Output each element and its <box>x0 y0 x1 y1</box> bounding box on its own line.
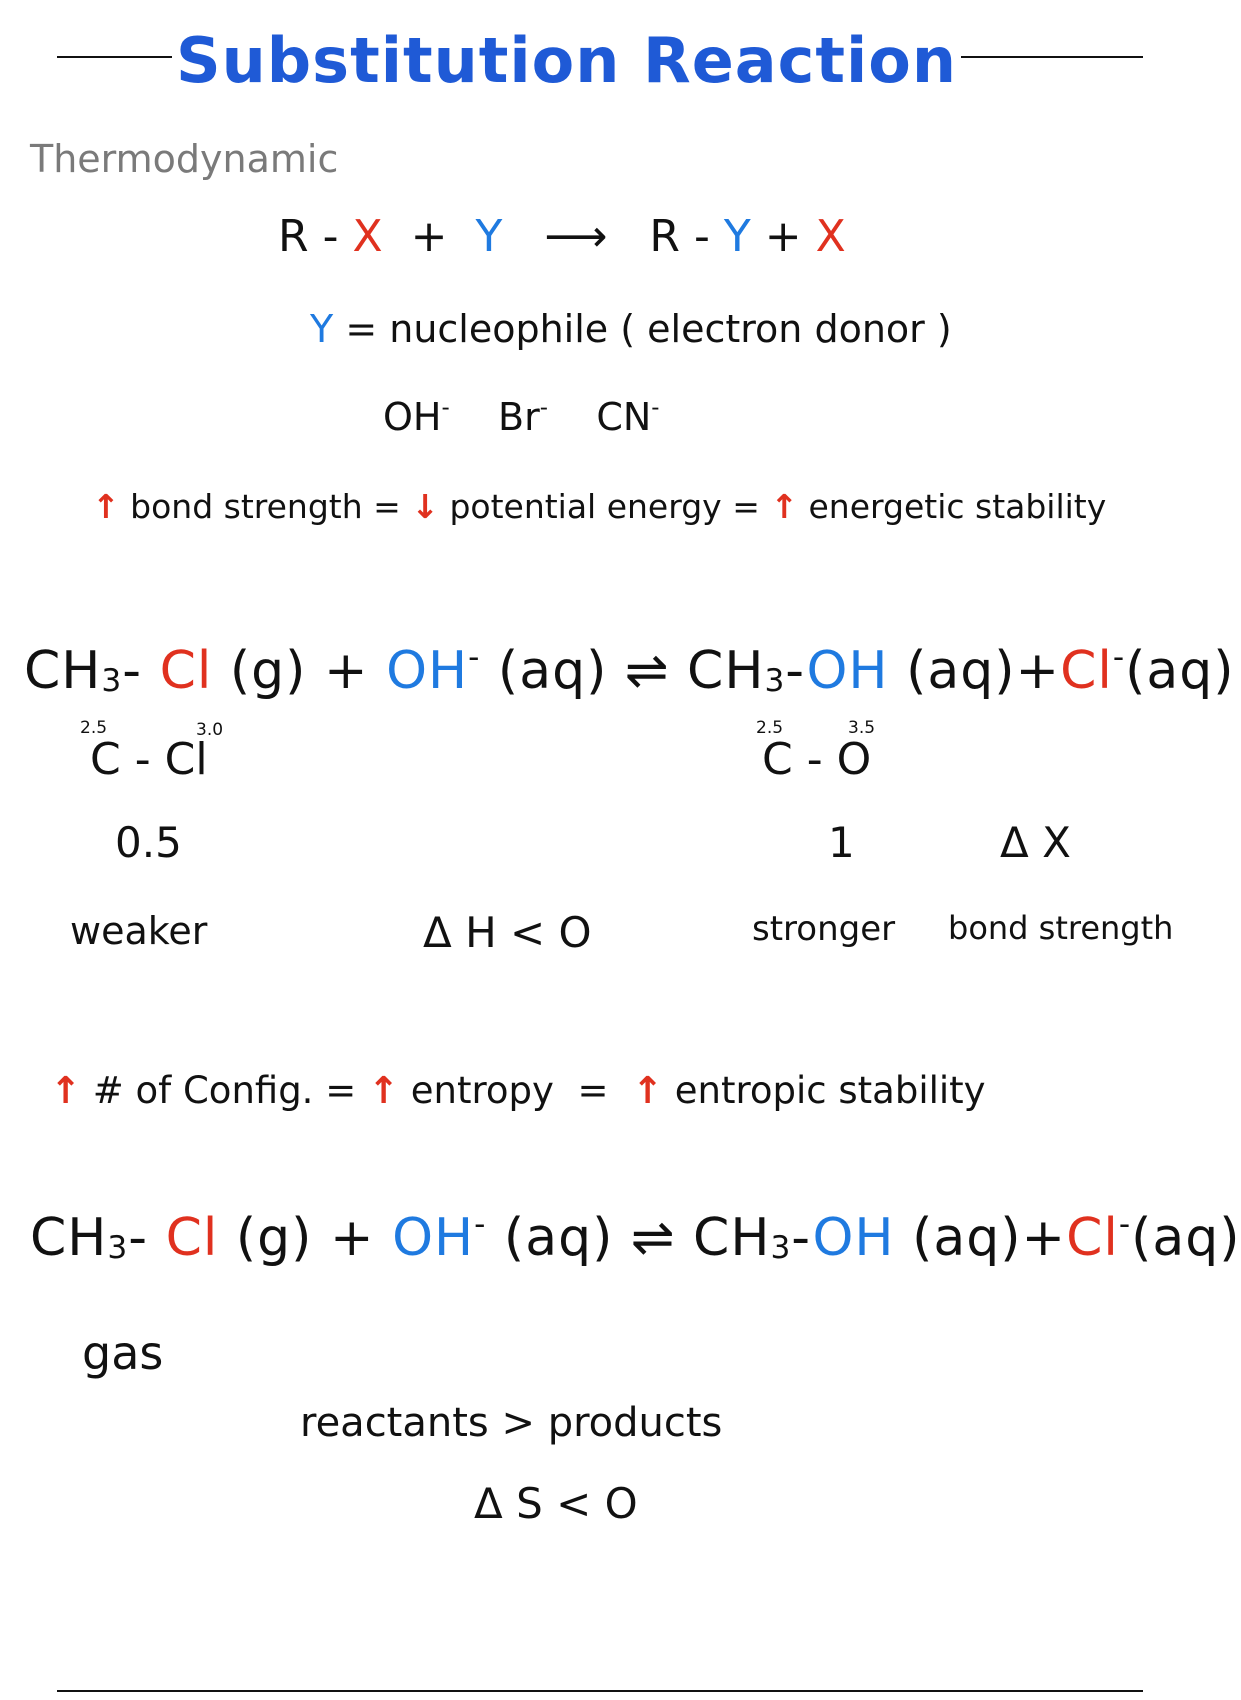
reaction-equation-1 <box>24 639 1235 701</box>
eq-x2: X <box>815 211 846 262</box>
bond-dash: - <box>128 1208 149 1268</box>
equilibrium-arrow: ⇌ <box>630 1208 676 1268</box>
example-cn: CN <box>596 395 652 439</box>
eq-r1: R <box>278 211 309 262</box>
example-br: Br <box>498 395 540 439</box>
ch3-subscript: 3 <box>107 1230 129 1267</box>
oh-product-text: OH <box>812 1208 895 1268</box>
bond-c-left: C <box>90 734 121 785</box>
example-cn-charge: - <box>651 395 660 422</box>
bond-strength-label: bond strength <box>948 909 1174 947</box>
eq-y2: Y <box>723 211 751 262</box>
state-aq: (aq) <box>906 641 1016 701</box>
eq-plus2: + <box>764 211 802 262</box>
up-arrow-icon: ↑ <box>631 1069 663 1112</box>
up-arrow-icon: ↑ <box>367 1069 399 1112</box>
delta-x-label: Δ X <box>1000 818 1071 867</box>
ch3-subscript: 3 <box>101 663 123 700</box>
up-arrow-icon: ↑ <box>770 487 798 526</box>
plus-sign: + <box>1021 1208 1067 1268</box>
eq-dash1: - <box>322 211 339 262</box>
up-arrow-icon: ↑ <box>50 1069 82 1112</box>
reactants-products-comparison: reactants > products <box>300 1400 723 1446</box>
c-cl-bond <box>90 734 208 785</box>
ch3-product-text: CH <box>693 1208 771 1268</box>
state-aq: (aq) <box>1125 641 1235 701</box>
hydroxide-text: OH <box>386 641 469 701</box>
plus-sign: + <box>1015 641 1061 701</box>
chloride-text: Cl <box>1066 1208 1119 1268</box>
example-oh: OH <box>383 395 442 439</box>
chloride-charge: - <box>1112 639 1126 676</box>
nucleophile-symbol: Y <box>310 307 334 351</box>
reaction-equation-2 <box>30 1206 1241 1268</box>
bond-dash: - <box>785 641 807 701</box>
oh-product-text: OH <box>806 641 889 701</box>
c-o-bond <box>762 734 872 785</box>
bond-cl-left: Cl <box>164 734 208 785</box>
up-arrow-icon: ↑ <box>92 487 120 526</box>
ch3-product-subscript: 3 <box>764 663 786 700</box>
hydroxide-charge: - <box>474 1206 487 1243</box>
en-c-left: 2.5 <box>80 718 108 738</box>
difference-left: 0.5 <box>115 818 182 867</box>
state-aq: (aq) <box>497 641 608 701</box>
chloride-text: Cl <box>1060 641 1113 701</box>
general-equation <box>278 211 846 262</box>
equilibrium-arrow: ⇌ <box>624 641 670 701</box>
bond-dash: - <box>791 1208 813 1268</box>
entropic-stability-text: entropic stability <box>674 1069 986 1112</box>
cl-text: Cl <box>159 641 213 701</box>
eq-x1: X <box>352 211 383 262</box>
potential-energy-text: potential energy = <box>449 487 760 526</box>
eq-r2: R <box>649 211 680 262</box>
ch3-text: CH <box>30 1208 108 1268</box>
bond-dash-right: - <box>806 734 823 785</box>
down-arrow-icon: ↓ <box>411 487 439 526</box>
state-gas: (g) <box>229 641 307 701</box>
page-title: Substitution Reaction <box>172 30 961 92</box>
ch3-product-text: CH <box>687 641 765 701</box>
config-text: # of Config. = <box>92 1069 357 1112</box>
stronger-label: stronger <box>752 909 896 949</box>
bottom-rule <box>57 1690 1143 1692</box>
plus-sign: + <box>323 641 369 701</box>
plus-sign: + <box>329 1208 375 1268</box>
delta-s-label: Δ S < O <box>474 1479 638 1528</box>
subtitle: Thermodynamic <box>30 137 339 181</box>
cl-text: Cl <box>165 1208 219 1268</box>
bond-c-right: C <box>762 734 793 785</box>
delta-h-label: Δ H < O <box>423 908 592 957</box>
bond-dash: - <box>122 641 143 701</box>
weaker-label: weaker <box>70 909 208 953</box>
en-cl-left: 3.0 <box>196 720 224 740</box>
chloride-charge: - <box>1118 1206 1132 1243</box>
state-aq: (aq) <box>503 1208 614 1268</box>
eq-plus1: + <box>410 211 448 262</box>
entropy-text: entropy <box>410 1069 554 1112</box>
nucleophile-definition <box>310 307 952 351</box>
nucleophile-text: = nucleophile ( electron donor ) <box>345 307 952 351</box>
hydroxide-text: OH <box>392 1208 475 1268</box>
eq-dash2: - <box>693 211 710 262</box>
ch3-text: CH <box>24 641 102 701</box>
bond-dash-left: - <box>134 734 151 785</box>
ch3-product-subscript: 3 <box>770 1230 792 1267</box>
example-br-charge: - <box>539 395 548 422</box>
gas-label: gas <box>82 1326 164 1380</box>
bond-o-right: O <box>836 734 872 785</box>
energetic-stability-text: energetic stability <box>808 487 1107 526</box>
equals-sign: = <box>577 1069 609 1112</box>
hydroxide-charge: - <box>468 639 481 676</box>
example-oh-charge: - <box>441 395 450 422</box>
entropy-line <box>50 1069 986 1112</box>
state-aq: (aq) <box>1131 1208 1241 1268</box>
difference-right: 1 <box>828 818 855 867</box>
bond-strength-line <box>92 487 1107 526</box>
bond-strength-text: bond strength = <box>130 487 401 526</box>
eq-y1: Y <box>475 211 503 262</box>
en-c-right: 2.5 <box>756 718 784 738</box>
state-aq: (aq) <box>912 1208 1022 1268</box>
nucleophile-examples <box>383 395 660 439</box>
eq-arrow: ⟶ <box>544 211 608 262</box>
en-o-right: 3.5 <box>848 718 876 738</box>
state-gas: (g) <box>235 1208 313 1268</box>
